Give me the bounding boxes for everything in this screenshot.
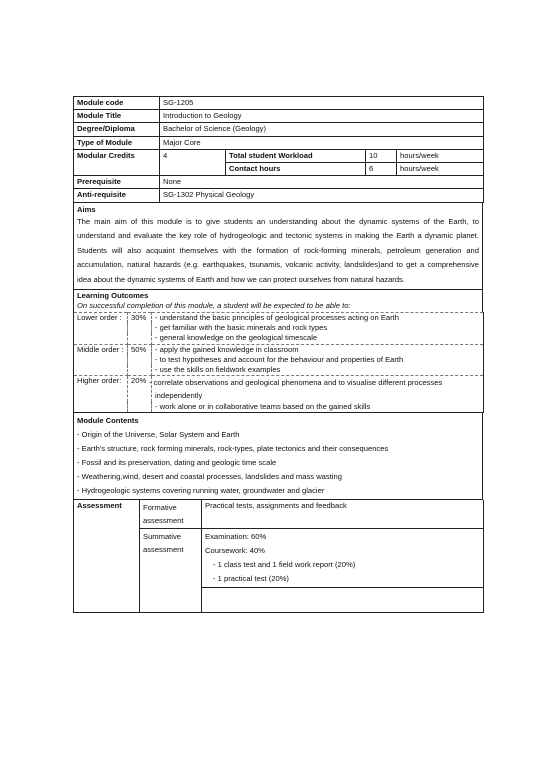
higher-order-percent: 20% bbox=[128, 376, 152, 403]
workload-label: Total student Workload bbox=[226, 149, 366, 162]
middle-order-label: Middle order : bbox=[74, 344, 128, 355]
contact-value: 6 bbox=[366, 163, 397, 176]
lower-order-label: Lower order : bbox=[74, 313, 128, 324]
exam-weight: Examination: 60% bbox=[205, 532, 267, 542]
outcome-item: - general knowledge on the geological timescale bbox=[152, 333, 484, 344]
module-contents-section bbox=[74, 413, 483, 500]
learning-outcomes-heading: Learning Outcomes bbox=[77, 290, 149, 300]
credits-label: Modular Credits bbox=[74, 149, 160, 175]
outcome-item: - understand the basic principles of geological processes acting on Earth bbox=[152, 313, 484, 324]
antireq-row bbox=[74, 189, 484, 202]
higher-order-label: Higher order: bbox=[74, 376, 128, 403]
outcome-item: - get familiar with the basic minerals and rock types bbox=[152, 323, 484, 333]
antireq-label: Anti-requisite bbox=[74, 189, 160, 202]
outcome-item: - to test hypotheses and account for the behaviour and properties of Earth bbox=[152, 355, 484, 365]
credits-row bbox=[74, 149, 484, 162]
outcome-item: - apply the gained knowledge in classroom bbox=[152, 344, 484, 355]
prereq-row bbox=[74, 176, 484, 189]
learning-outcomes-intro: On successful completion of this module, a student will be expected to be able to: bbox=[77, 300, 351, 310]
workload-unit: hours/week bbox=[397, 149, 484, 162]
antireq-value: SG-1302 Physical Geology bbox=[160, 189, 484, 202]
assessment-label: Assessment bbox=[74, 500, 140, 613]
module-code-value: SG-1205 bbox=[160, 97, 484, 110]
formative-text: Practical tests, assignments and feedback bbox=[202, 500, 484, 529]
contact-unit: hours/week bbox=[397, 163, 484, 176]
module-title-value: Introduction to Geology bbox=[160, 110, 484, 123]
higher-order-row bbox=[74, 376, 484, 403]
module-title-row bbox=[74, 110, 484, 123]
module-spec-document bbox=[73, 96, 483, 613]
module-code-label: Module code bbox=[74, 97, 160, 110]
lower-order-percent: 30% bbox=[128, 313, 152, 324]
module-code-row bbox=[74, 97, 484, 110]
outcome-item: - use the skills on fieldwork examples bbox=[152, 365, 484, 376]
degree-value: Bachelor of Science (Geology) bbox=[160, 123, 484, 136]
credits-value: 4 bbox=[160, 149, 226, 175]
module-title-label: Module Title bbox=[74, 110, 160, 123]
prereq-label: Prerequisite bbox=[74, 176, 160, 189]
contents-item: - Hydrogeologic systems covering running water, groundwater and glacier bbox=[77, 486, 325, 496]
contents-item: - Fossil and its preservation, dating and geologic time scale bbox=[77, 458, 277, 468]
module-type-label: Type of Module bbox=[74, 136, 160, 149]
degree-label: Degree/Diploma bbox=[74, 123, 160, 136]
contact-label: Contact hours bbox=[226, 163, 366, 176]
coursework-weight: Coursework: 40% bbox=[205, 546, 265, 556]
summative-details bbox=[202, 529, 484, 588]
workload-value: 10 bbox=[366, 149, 397, 162]
middle-order-percent: 50% bbox=[128, 344, 152, 355]
prereq-value: None bbox=[160, 176, 484, 189]
contents-item: - Origin of the Universe, Solar System and Earth bbox=[77, 430, 240, 440]
coursework-item: - 1 class test and 1 field work report (20%) bbox=[213, 560, 356, 570]
learning-levels-table bbox=[73, 312, 484, 413]
aims-section bbox=[74, 203, 483, 289]
assessment-spacer bbox=[202, 588, 484, 613]
module-contents-heading: Module Contents bbox=[77, 416, 139, 426]
aims-heading: Aims bbox=[77, 204, 96, 214]
module-contents-table bbox=[73, 413, 483, 500]
module-info-table bbox=[73, 96, 484, 203]
formative-label: Formative assessment bbox=[140, 500, 202, 529]
aims-table bbox=[73, 203, 483, 290]
assessment-table bbox=[73, 500, 484, 613]
learning-outcomes-header bbox=[74, 290, 483, 312]
module-type-row bbox=[74, 136, 484, 149]
learning-outcomes-table bbox=[73, 290, 483, 312]
formative-row bbox=[74, 500, 484, 529]
degree-row bbox=[74, 123, 484, 136]
outcome-item: - correlate observations and geological phenomena and to visualise different processes independently bbox=[152, 376, 484, 403]
middle-order-row bbox=[74, 344, 484, 355]
contents-item: - Earth's structure, rock forming minerals, rock-types, plate tectonics and their consequences bbox=[77, 444, 389, 454]
summative-label: Summative assessment bbox=[140, 529, 202, 613]
aims-text: The main aim of this module is to give students an understanding about the dynamic systems of the Earth, to understand and evaluate the key role of hydrogeologic and tectonic systems in making the Earth a dynamic planet. Students will also acquaint themselves with the formation of rock-forming minerals, petroleum generation and accumulation, natural hazards (e.g. earthquakes, tsunamis, volcanic activity, landslides)and to get a comprehensive idea about the dynamic systems of Earth and how we can protect ourselves from natural hazards. bbox=[77, 216, 479, 284]
outcome-item: - work alone or in collaborative teams based on the gained skills bbox=[152, 402, 484, 413]
module-type-value: Major Core bbox=[160, 136, 484, 149]
coursework-item: - 1 practical test (20%) bbox=[213, 574, 289, 584]
lower-order-row bbox=[74, 313, 484, 324]
contents-item: - Weathering,wind, desert and coastal processes, landslides and mass wasting bbox=[77, 472, 342, 482]
